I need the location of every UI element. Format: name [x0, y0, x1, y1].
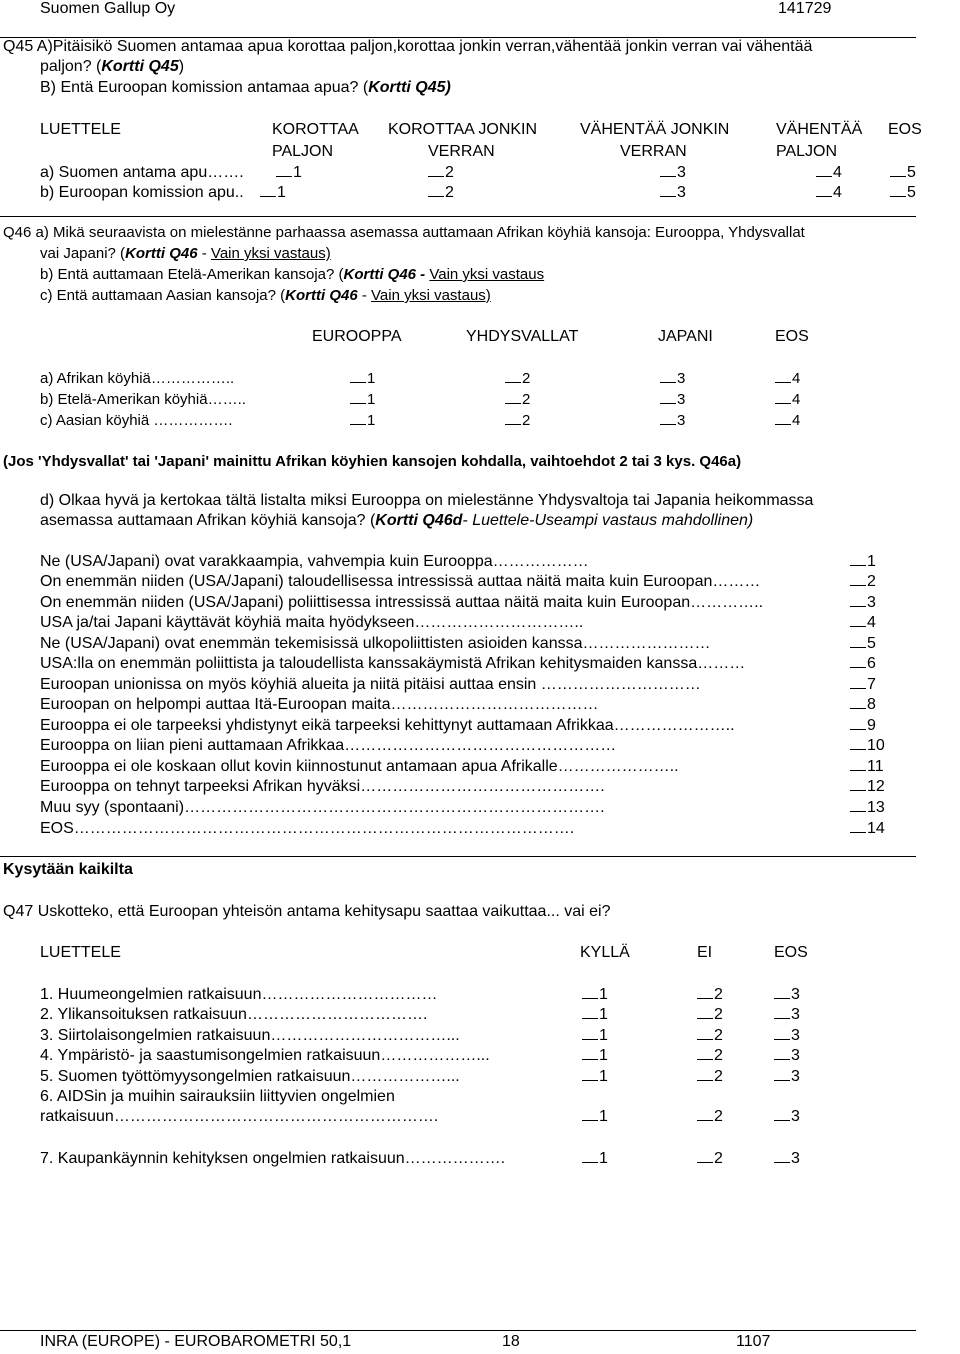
answer-code[interactable]	[850, 758, 884, 776]
answer-number: 4	[833, 164, 842, 181]
q47-row-label-cont: ratkaisuun…………………………………………………….	[40, 1108, 439, 1125]
q45-question-line2: paljon? (Kortti Q45)	[40, 58, 185, 75]
answer-number: 10	[867, 737, 885, 754]
answer-code[interactable]	[350, 370, 375, 387]
q46-row-label: c) Aasian köyhiä …………….	[40, 412, 233, 429]
answer-code[interactable]	[850, 614, 876, 632]
answer-number: 1	[599, 1068, 608, 1085]
answer-blank	[890, 164, 906, 177]
q46-row-label: b) Etelä-Amerikan köyhiä……..	[40, 391, 246, 408]
answer-blank	[697, 1150, 713, 1163]
answer-blank	[660, 184, 676, 197]
q46-col-header: YHDYSVALLAT	[466, 328, 579, 345]
answer-blank	[582, 1150, 598, 1163]
q47-col-header: KYLLÄ	[580, 944, 630, 961]
answer-code[interactable]	[660, 164, 686, 182]
q46-col-header: EUROOPPA	[312, 328, 402, 345]
answer-blank	[582, 986, 598, 999]
q45-col-header: VERRAN	[428, 143, 495, 160]
q47-col-header: EI	[697, 944, 713, 961]
answer-number: 3	[791, 1068, 800, 1085]
answer-code[interactable]	[774, 1006, 800, 1024]
answer-blank	[428, 184, 444, 197]
answer-number: 2	[714, 1108, 723, 1125]
answer-code[interactable]	[774, 1150, 800, 1168]
q45-col-header: VÄHENTÄÄ JONKIN	[580, 121, 730, 138]
q47-row-label: 7. Kaupankäynnin kehityksen ongelmien ratkaisuun……………….	[40, 1150, 506, 1167]
answer-code[interactable]	[697, 1150, 723, 1168]
answer-code[interactable]	[774, 1108, 800, 1126]
q46-question-line4: c) Entä auttamaan Aasian kansoja? (Kortti Q46 - Vain yksi vastaus)	[40, 287, 491, 304]
answer-code[interactable]	[775, 370, 800, 387]
answer-number: 2	[522, 370, 531, 387]
answer-code[interactable]	[582, 1027, 608, 1045]
q45-row-label: a) Suomen antama apu…….	[40, 164, 244, 181]
answer-number: 1	[367, 370, 376, 387]
answer-blank	[505, 370, 521, 383]
answer-code[interactable]	[350, 391, 375, 408]
answer-number: 5	[867, 635, 876, 652]
reason-item: Ne (USA/Japani) ovat varakkaampia, vahvempia kuin Eurooppa………………	[40, 553, 589, 570]
answer-number: 2	[445, 184, 454, 201]
answer-number: 4	[833, 184, 842, 201]
section-heading: Kysytään kaikilta	[3, 861, 133, 878]
answer-number: 1	[367, 391, 376, 408]
answer-code[interactable]	[582, 1150, 608, 1168]
answer-blank	[697, 1027, 713, 1040]
answer-code[interactable]	[775, 391, 800, 408]
q45-question-line1: Q45 A)Pitäisikö Suomen antamaa apua korottaa paljon,korottaa jonkin verran,vähentää jonkin verran vai vähentää	[3, 38, 813, 55]
reason-item: Muu syy (spontaani)…………………………………………………………………….	[40, 799, 605, 816]
answer-code[interactable]	[774, 1027, 800, 1045]
answer-blank	[428, 164, 444, 177]
reason-item: Eurooppa on liian pieni auttamaan Afrikkaa……………………………………………	[40, 737, 617, 754]
answer-blank	[660, 391, 676, 404]
answer-blank	[775, 370, 791, 383]
answer-blank	[816, 184, 832, 197]
q46d-question-line2: asemassa auttamaan Afrikan köyhiä kansoja? (Kortti Q46d- Luettele-Useampi vastaus mahdollinen)	[40, 512, 754, 529]
answer-number: 5	[907, 164, 916, 181]
q47-question: Q47 Uskotteko, että Euroopan yhteisön antama kehitysapu saattaa vaikuttaa... vai ei?	[3, 903, 611, 920]
answer-number: 12	[867, 778, 885, 795]
q46-question-line2: vai Japani? (Kortti Q46 - Vain yksi vastaus)	[40, 245, 331, 262]
answer-blank	[774, 986, 790, 999]
answer-blank	[660, 164, 676, 177]
answer-number: 3	[791, 1108, 800, 1125]
answer-code[interactable]	[816, 184, 842, 202]
answer-code[interactable]	[697, 1047, 723, 1065]
routing-note: (Jos 'Yhdysvallat' tai 'Japani' mainittu Afrikan köyhien kansojen kohdalla, vaihtoehdot 2 tai 3 kys. Q46a)	[3, 453, 742, 470]
answer-number: 2	[714, 1047, 723, 1064]
answer-blank	[850, 778, 866, 791]
q47-row-label: 2. Ylikansoituksen ratkaisuun…………………………….	[40, 1006, 428, 1023]
answer-code[interactable]	[850, 778, 885, 796]
answer-code[interactable]	[775, 412, 800, 429]
answer-number: 11	[867, 758, 884, 775]
answer-code[interactable]	[816, 164, 842, 182]
answer-blank	[582, 1027, 598, 1040]
q45-luettele-label: LUETTELE	[40, 121, 121, 138]
answer-number: 1	[599, 1047, 608, 1064]
q46d-question-line1: d) Olkaa hyvä ja kertokaa tältä listalta miksi Eurooppa on mielestänne Yhdysvaltoja tai Japania heikommassa	[40, 492, 814, 509]
q47-row-label: 4. Ympäristö- ja saastumisongelmien ratkaisuun………………...	[40, 1047, 490, 1064]
answer-code[interactable]	[850, 717, 876, 735]
answer-blank	[850, 655, 866, 668]
divider	[0, 856, 916, 857]
answer-code[interactable]	[850, 737, 885, 755]
answer-blank	[350, 370, 366, 383]
answer-blank	[774, 1027, 790, 1040]
answer-blank	[505, 412, 521, 425]
answer-code[interactable]	[697, 1108, 723, 1126]
answer-code[interactable]	[850, 696, 876, 714]
footer-page-number: 18	[502, 1333, 520, 1350]
answer-number: 4	[792, 370, 801, 387]
answer-blank	[582, 1108, 598, 1121]
reason-item: USA:lla on enemmän poliittista ja taloudellista kanssakäymistä Afrikan kehitysmaiden kanssa………	[40, 655, 746, 672]
answer-number: 2	[445, 164, 454, 181]
answer-code[interactable]	[774, 1068, 800, 1086]
answer-number: 1	[293, 164, 302, 181]
answer-blank	[850, 758, 866, 771]
reason-item: On enemmän niiden (USA/Japani) poliittisessa intressissä auttaa näitä maita kuin Euroopan…………..	[40, 594, 764, 611]
answer-code[interactable]	[505, 391, 530, 408]
answer-code[interactable]	[582, 986, 608, 1004]
answer-blank	[350, 412, 366, 425]
answer-number: 2	[714, 1068, 723, 1085]
answer-blank	[774, 1047, 790, 1060]
answer-blank	[850, 573, 866, 586]
answer-number: 2	[714, 986, 723, 1003]
answer-blank	[697, 1108, 713, 1121]
answer-number: 3	[677, 164, 686, 181]
answer-number: 4	[792, 391, 801, 408]
answer-number: 3	[677, 391, 686, 408]
answer-blank	[582, 1068, 598, 1081]
answer-code[interactable]	[850, 573, 876, 591]
answer-blank	[697, 986, 713, 999]
answer-number: 8	[867, 696, 876, 713]
divider	[0, 216, 916, 217]
document-number: 141729	[778, 0, 832, 17]
q47-luettele-label: LUETTELE	[40, 944, 121, 961]
answer-blank	[660, 370, 676, 383]
q45-col-header: PALJON	[272, 143, 334, 160]
answer-number: 1	[599, 1027, 608, 1044]
answer-code[interactable]	[850, 676, 876, 694]
answer-code[interactable]	[276, 164, 302, 182]
answer-code[interactable]	[697, 1027, 723, 1045]
answer-number: 2	[522, 391, 531, 408]
answer-blank	[774, 1150, 790, 1163]
answer-code[interactable]	[660, 184, 686, 202]
answer-number: 2	[867, 573, 876, 590]
reason-item: Euroopan unionissa on myös köyhiä alueita ja niitä pitäisi auttaa ensin …………………………	[40, 676, 701, 693]
answer-number: 4	[792, 412, 801, 429]
answer-code[interactable]	[428, 184, 454, 202]
q47-col-header: EOS	[774, 944, 808, 961]
answer-number: 3	[677, 184, 686, 201]
answer-blank	[774, 1068, 790, 1081]
answer-blank	[582, 1047, 598, 1060]
answer-blank	[660, 412, 676, 425]
answer-number: 1	[599, 1108, 608, 1125]
answer-code[interactable]	[582, 1068, 608, 1086]
reason-item: Eurooppa ei ole koskaan ollut kovin kiinnostunut antamaan apua Afrikalle…………………..	[40, 758, 679, 775]
reason-item: USA ja/tai Japani käyttävät köyhiä maita hyödykseen…………………………..	[40, 614, 584, 631]
answer-blank	[697, 1006, 713, 1019]
answer-code[interactable]	[697, 986, 723, 1004]
answer-number: 9	[867, 717, 876, 734]
reason-item: Ne (USA/Japani) ovat enemmän tekemisissä ulkopoliittisten asioiden kanssa……………………	[40, 635, 711, 652]
answer-blank	[850, 737, 866, 750]
answer-blank	[890, 184, 906, 197]
footer-code: 1107	[736, 1333, 771, 1350]
answer-blank	[850, 594, 866, 607]
answer-blank	[850, 696, 866, 709]
answer-number: 3	[677, 412, 686, 429]
q47-row-label: 1. Huumeongelmien ratkaisuun……………………………	[40, 986, 438, 1003]
q47-row-label: 3. Siirtolaisongelmien ratkaisuun……………………………...	[40, 1027, 460, 1044]
answer-blank	[850, 635, 866, 648]
answer-blank	[697, 1047, 713, 1060]
answer-blank	[850, 717, 866, 730]
answer-number: 3	[791, 1027, 800, 1044]
answer-number: 3	[867, 594, 876, 611]
q45-col-header: KOROTTAA JONKIN	[388, 121, 538, 138]
q46-col-header: EOS	[775, 328, 809, 345]
answer-blank	[260, 184, 276, 197]
answer-number: 4	[867, 614, 876, 631]
answer-code[interactable]	[660, 370, 685, 387]
q46-row-label: a) Afrikan köyhiä……………..	[40, 370, 235, 387]
answer-blank	[850, 820, 866, 833]
reason-item: On enemmän niiden (USA/Japani) taloudellisessa intressissä auttaa näitä maita kuin Euroopan………	[40, 573, 761, 590]
answer-blank	[850, 553, 866, 566]
answer-code[interactable]	[890, 184, 916, 202]
footer-survey: INRA (EUROPE) - EUROBAROMETRI 50,1	[40, 1333, 352, 1350]
q46-question-line3: b) Entä auttamaan Etelä-Amerikan kansoja? (Kortti Q46 - Vain yksi vastaus	[40, 266, 545, 283]
answer-code[interactable]	[850, 820, 885, 838]
answer-blank	[582, 1006, 598, 1019]
answer-number: 14	[867, 820, 885, 837]
answer-code[interactable]	[850, 553, 876, 571]
answer-code[interactable]	[582, 1108, 608, 1126]
answer-number: 6	[867, 655, 876, 672]
answer-code[interactable]	[660, 391, 685, 408]
q45-row-label: b) Euroopan komission apu..	[40, 184, 244, 201]
answer-code[interactable]	[850, 594, 876, 612]
answer-number: 2	[714, 1150, 723, 1167]
q45-col-header: PALJON	[776, 143, 838, 160]
answer-blank	[774, 1108, 790, 1121]
q45-col-header: VÄHENTÄÄ	[776, 121, 863, 138]
answer-blank	[505, 391, 521, 404]
answer-number: 1	[599, 1150, 608, 1167]
answer-code[interactable]	[582, 1006, 608, 1024]
answer-code[interactable]	[774, 1047, 800, 1065]
answer-number: 2	[714, 1006, 723, 1023]
answer-code[interactable]	[697, 1006, 723, 1024]
reason-item: Euroopan on helpompi auttaa Itä-Euroopan maita…………………………………	[40, 696, 599, 713]
answer-number: 5	[907, 184, 916, 201]
answer-code[interactable]	[350, 412, 375, 429]
answer-code[interactable]	[890, 164, 916, 182]
q45-col-header: EOS	[888, 121, 922, 138]
q45-col-header: VERRAN	[620, 143, 687, 160]
answer-blank	[697, 1068, 713, 1081]
answer-number: 3	[791, 1006, 800, 1023]
answer-number: 3	[791, 986, 800, 1003]
answer-code[interactable]	[774, 986, 800, 1004]
answer-number: 1	[599, 986, 608, 1003]
answer-code[interactable]	[505, 412, 530, 429]
answer-code[interactable]	[582, 1047, 608, 1065]
answer-number: 2	[522, 412, 531, 429]
q47-row-label: 5. Suomen työttömyysongelmien ratkaisuun………………...	[40, 1068, 460, 1085]
answer-blank	[276, 164, 292, 177]
answer-number: 3	[791, 1150, 800, 1167]
answer-number: 7	[867, 676, 876, 693]
answer-code[interactable]	[850, 799, 885, 817]
q46-col-header: JAPANI	[658, 328, 713, 345]
answer-number: 13	[867, 799, 885, 816]
answer-code[interactable]	[850, 655, 876, 673]
answer-number: 3	[677, 370, 686, 387]
answer-number: 2	[714, 1027, 723, 1044]
divider	[0, 1330, 916, 1331]
answer-number: 1	[599, 1006, 608, 1023]
answer-blank	[774, 1006, 790, 1019]
answer-blank	[850, 799, 866, 812]
reason-item: Eurooppa on tehnyt tarpeeksi Afrikan hyväksi……………………………………….	[40, 778, 605, 795]
answer-code[interactable]	[660, 412, 685, 429]
answer-code[interactable]	[697, 1068, 723, 1086]
q47-row-label: 6. AIDSin ja muihin sairauksiin liittyvien ongelmien	[40, 1088, 395, 1105]
answer-code[interactable]	[505, 370, 530, 387]
answer-blank	[775, 391, 791, 404]
answer-blank	[775, 412, 791, 425]
answer-code[interactable]	[260, 184, 286, 202]
answer-code[interactable]	[428, 164, 454, 182]
q45-question-line3: B) Entä Euroopan komission antamaa apua? (Kortti Q45)	[40, 79, 451, 96]
q45-col-header: KOROTTAA	[272, 121, 359, 138]
answer-blank	[850, 614, 866, 627]
answer-blank	[850, 676, 866, 689]
q46-question-line1: Q46 a) Mikä seuraavista on mielestänne parhaassa asemassa auttamaan Afrikan köyhiä kansoja: Eurooppa, Yhdysvallat	[3, 224, 805, 241]
answer-number: 1	[367, 412, 376, 429]
answer-number: 1	[277, 184, 286, 201]
reason-item: Eurooppa ei ole tarpeeksi yhdistynyt eikä tarpeeksi kehittynyt auttamaan Afrikkaa…………………..	[40, 717, 735, 734]
answer-code[interactable]	[850, 635, 876, 653]
answer-number: 1	[867, 553, 876, 570]
answer-number: 3	[791, 1047, 800, 1064]
reason-item: EOS………………………………………………………………………………….	[40, 820, 575, 837]
answer-blank	[816, 164, 832, 177]
company-name: Suomen Gallup Oy	[40, 0, 176, 17]
answer-blank	[350, 391, 366, 404]
